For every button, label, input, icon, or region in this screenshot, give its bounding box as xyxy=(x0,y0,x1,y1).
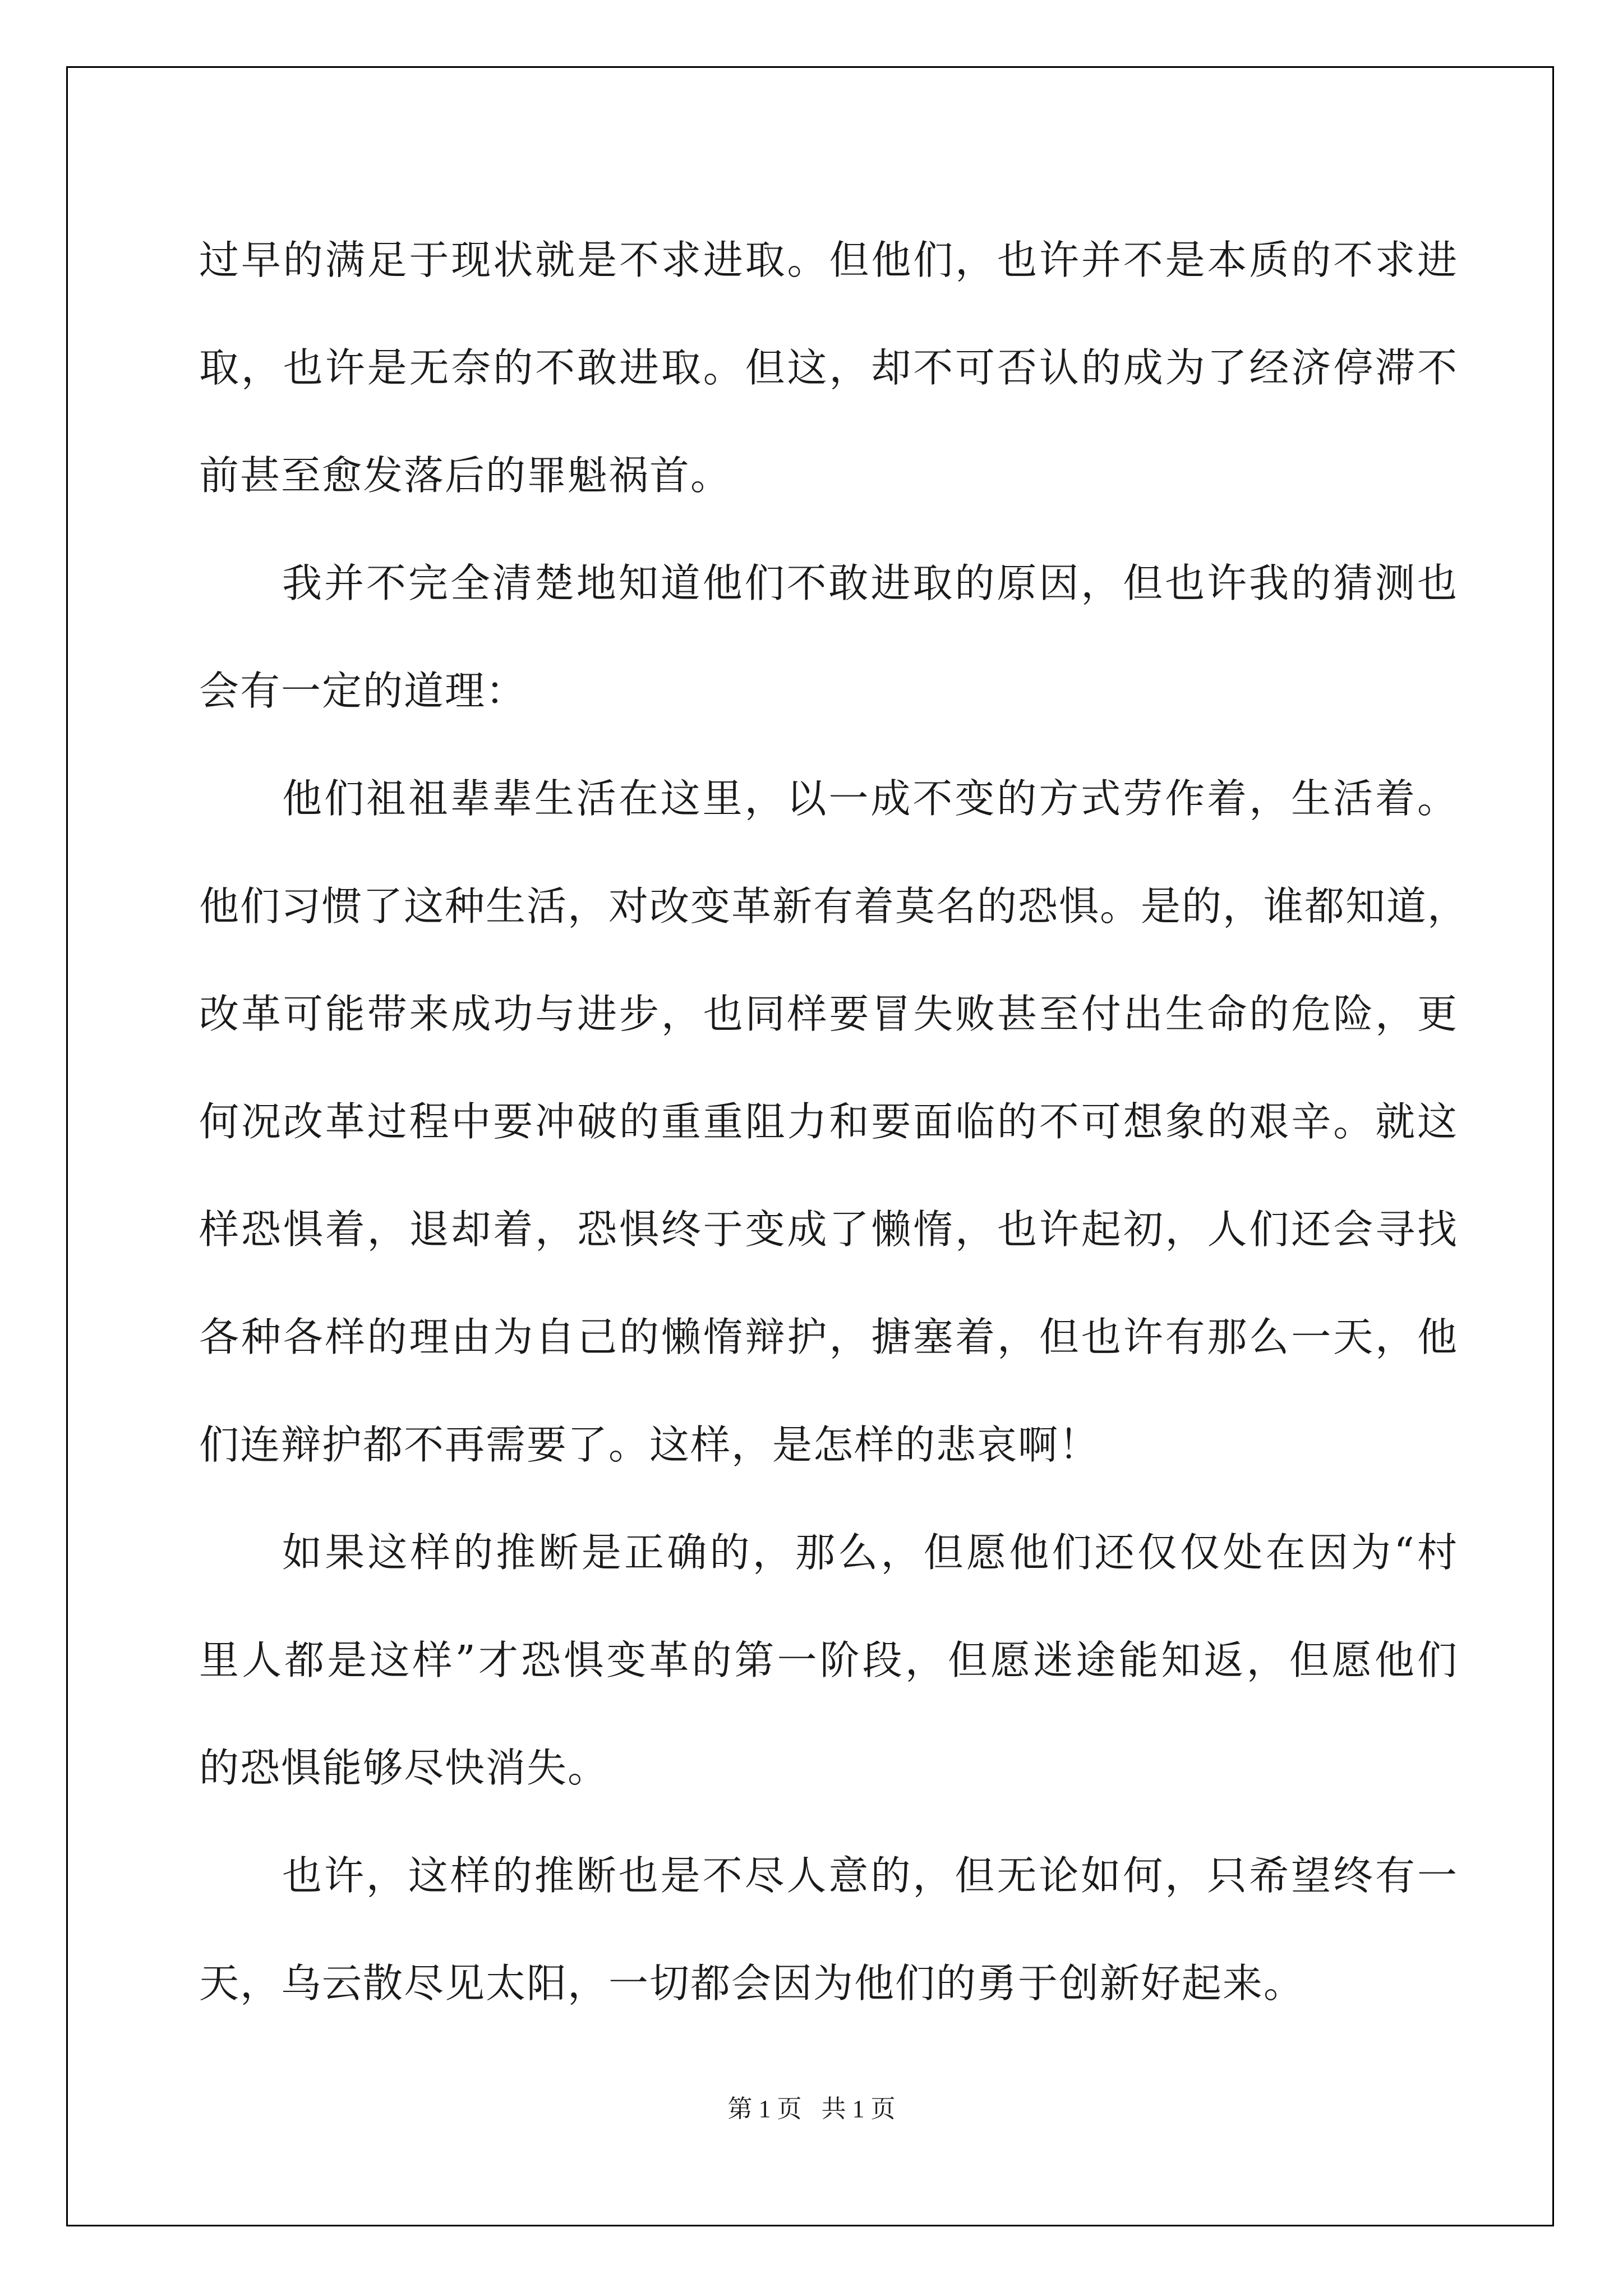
text-line: 如果这样的推断是正确的，那么，但愿他们还仅仅处在因为“村 xyxy=(282,1529,1458,1576)
text-line: 我并不完全清楚地知道他们不敢进取的原因，但也许我的猜测也 xyxy=(282,560,1458,606)
text-line: 何况改革过程中要冲破的重重阻力和要面临的不可想象的艰辛。就这 xyxy=(199,1098,1458,1145)
paragraph-1 xyxy=(199,206,1458,530)
text-line: 会有一定的道理： xyxy=(199,668,527,714)
text-line: 他们习惯了这种生活，对改变革新有着莫名的恐惧。是的，谁都知道， xyxy=(199,883,1469,930)
page-number: 第 1 页 xyxy=(727,2095,802,2123)
document-body xyxy=(199,206,1469,2037)
paragraph-3 xyxy=(199,745,1469,1499)
paragraph-4 xyxy=(199,1499,1458,1822)
paragraph-2 xyxy=(199,530,1458,745)
text-line: 前甚至愈发落后的罪魁祸首。 xyxy=(199,452,732,499)
text-line: 取，也许是无奈的不敢进取。但这，却不可否认的成为了经济停滞不 xyxy=(199,344,1458,391)
text-line: 们连辩护都不再需要了。这样，是怎样的悲哀啊！ xyxy=(199,1421,1100,1468)
text-line: 样恐惧着，退却着，恐惧终于变成了懒惰，也许起初，人们还会寻找 xyxy=(199,1206,1458,1253)
page-footer xyxy=(0,2092,1623,2126)
text-line: 天，乌云散尽见太阳，一切都会因为他们的勇于创新好起来。 xyxy=(199,1960,1305,2007)
text-line: 他们祖祖辈辈生活在这里，以一成不变的方式劳作着，生活着。 xyxy=(282,775,1458,822)
text-line: 的恐惧能够尽快消失。 xyxy=(199,1745,609,1791)
text-line: 改革可能带来成功与进步，也同样要冒失败甚至付出生命的危险，更 xyxy=(199,991,1458,1037)
page-total: 共 1 页 xyxy=(821,2095,896,2123)
text-line: 也许，这样的推断也是不尽人意的，但无论如何，只希望终有一 xyxy=(282,1852,1458,1899)
paragraph-5 xyxy=(199,1822,1458,2037)
text-line: 各种各样的理由为自己的懒惰辩护，搪塞着，但也许有那么一天，他 xyxy=(199,1314,1458,1360)
text-line: 里人都是这样”才恐惧变革的第一阶段，但愿迷途能知返，但愿他们 xyxy=(199,1637,1458,1683)
text-line: 过早的满足于现状就是不求进取。但他们，也许并不是本质的不求进 xyxy=(199,237,1458,283)
